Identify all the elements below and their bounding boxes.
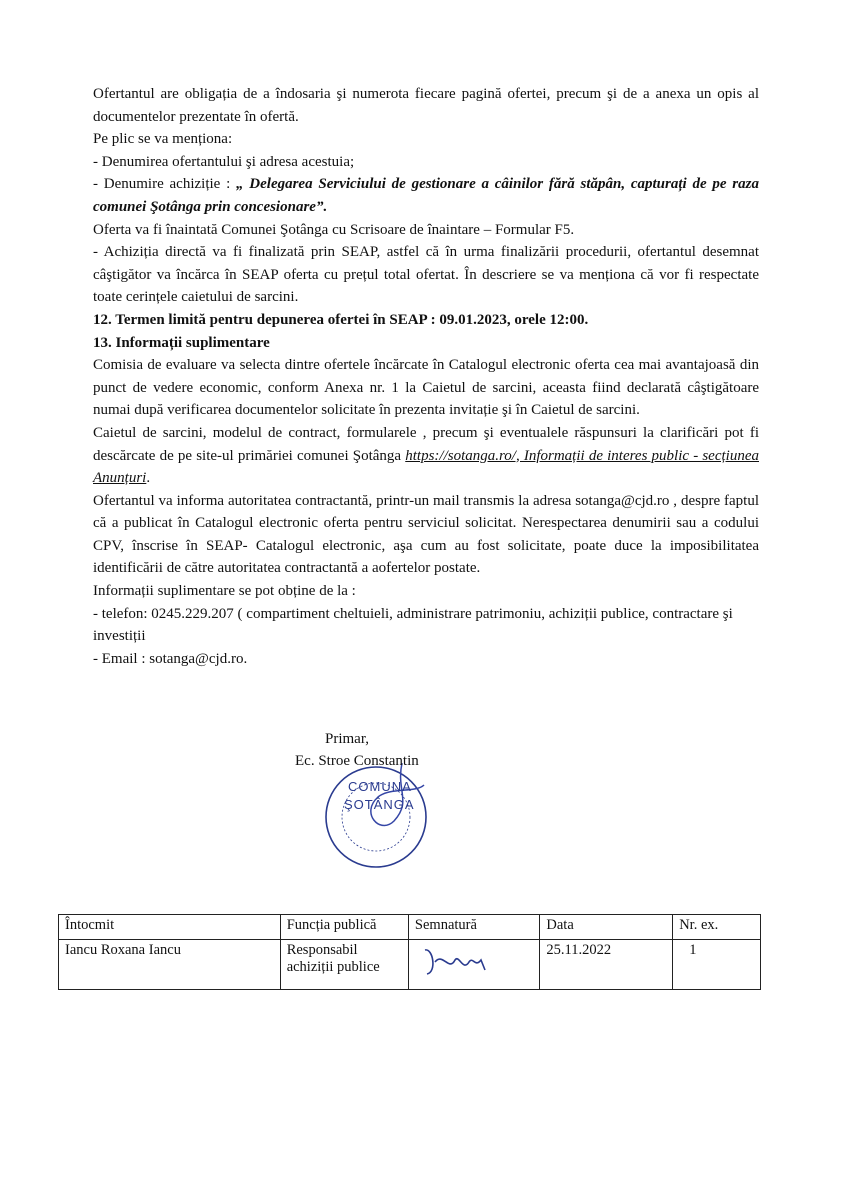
paragraph-plic: Pe plic se va menționa: — [93, 131, 233, 148]
paragraph-telefon: - telefon: 0245.229.207 ( compartiment cheltuieli, administrare patrimoniu, achiziții publice, contractare şi investiții — [93, 605, 733, 645]
signature-block — [290, 731, 500, 871]
heading-termen-limita: 12. Termen limită pentru depunerea ofertei în SEAP : 09.01.2023, orele 12:00. — [93, 311, 589, 328]
document-body — [93, 83, 759, 670]
header-functia: Funcția publică — [280, 915, 408, 940]
header-semnatura: Semnatură — [408, 915, 539, 940]
paragraph-comisia-evaluare: Comisia de evaluare va selecta dintre ofertele încărcate în Catalogul electronic oferta cea mai avantajoasă din punct de vedere economic, conform Anexa nr. 1 la Caietul de sarcini, aceasta fiind declarată câştigătoare numai după verificarea documentelor solicitate în prezenta invitație şi în Caietul de sarcini. — [93, 357, 759, 419]
paragraph-denumire-achizitie — [93, 173, 759, 218]
paragraph-achizitie-directa: - Achiziția directă va fi finalizată prin SEAP, astfel că în urma finalizării procedurii, ofertantul desemnat câştigător va încărca în SEAP oferta cu prețul total ofertat. În descriere se va menționa că vor fi respectate toate cerințele caietului de sarcini. — [93, 244, 759, 306]
paragraph-email: - Email : sotanga@cjd.ro. — [93, 650, 248, 667]
website-link[interactable]: https://sotanga.ro/, Informații de interes public - secțiunea Anunțuri — [93, 447, 759, 487]
stamp-text-comuna: COMUNA — [348, 779, 412, 794]
paragraph-informatii-contact: Informații suplimentare se pot obține de la : — [93, 583, 356, 600]
paragraph-oferta-inaintata: Oferta va fi înaintată Comunei Şotânga cu Scrisoare de înaintare – Formular F5. — [93, 221, 575, 238]
cell-name: Iancu Roxana Iancu — [59, 940, 281, 990]
handwritten-signature-icon — [415, 942, 495, 982]
cell-function: Responsabil achiziții publice — [280, 940, 408, 990]
signature-name: Ec. Stroe Constantin — [295, 753, 419, 769]
heading-informatii-suplimentare: 13. Informații suplimentare — [93, 334, 270, 351]
paragraph-opis: Ofertantul are obligația de a îndosaria şi numerota fiecare pagină ofertei, precum şi de a anexa un opis al documentelor prezentate în ofertă. — [93, 86, 759, 125]
caiet-text: Caietul de sarcini, modelul de contract, formularele , precum şi eventualele răspunsuri la clarificări pot fi descărcate de pe site-ul primăriei comunei Şotânga — [93, 424, 759, 464]
signature-title: Primar, — [325, 731, 369, 747]
stamp-text-sotanga: ŞOTÂNGA — [344, 797, 415, 812]
cell-copies: 1 — [673, 940, 761, 990]
paragraph-denumire-ofertant: - Denumirea ofertantului şi adresa acestuia; — [93, 153, 355, 170]
cell-signature — [408, 940, 539, 990]
header-data: Data — [540, 915, 673, 940]
achizitie-label: - Denumire achiziție : — [93, 176, 237, 193]
table-row — [59, 940, 761, 990]
paragraph-informare-autoritate: Ofertantul va informa autoritatea contractantă, printr-un mail transmis la adresa sotanga@cjd.ro , despre faptul că a publicat în Catalogul electronic oferta pentru serviciul solicitat. Nerespectarea denumirii sau a codului CPV, înscrise în SEAP- Catalogul electronic, aşa cum au fost solicitate, poate duce la imposibilitatea identificării de către autoritatea contractantă a aofertelor postate. — [93, 492, 759, 577]
header-intocmit: Întocmit — [59, 915, 281, 940]
paragraph-caietul-de-sarcini — [93, 422, 759, 490]
caiet-suffix: . — [146, 470, 151, 487]
official-stamp-icon — [320, 761, 440, 871]
approval-table — [58, 914, 761, 990]
achizitie-title: „ Delegarea Serviciului de gestionare a câinilor fără stăpân, capturați de pe raza comunei Şotânga prin concesionare”. — [93, 176, 759, 215]
header-nr-ex: Nr. ex. — [673, 915, 761, 940]
approval-table-header — [59, 915, 761, 940]
cell-date: 25.11.2022 — [540, 940, 673, 990]
